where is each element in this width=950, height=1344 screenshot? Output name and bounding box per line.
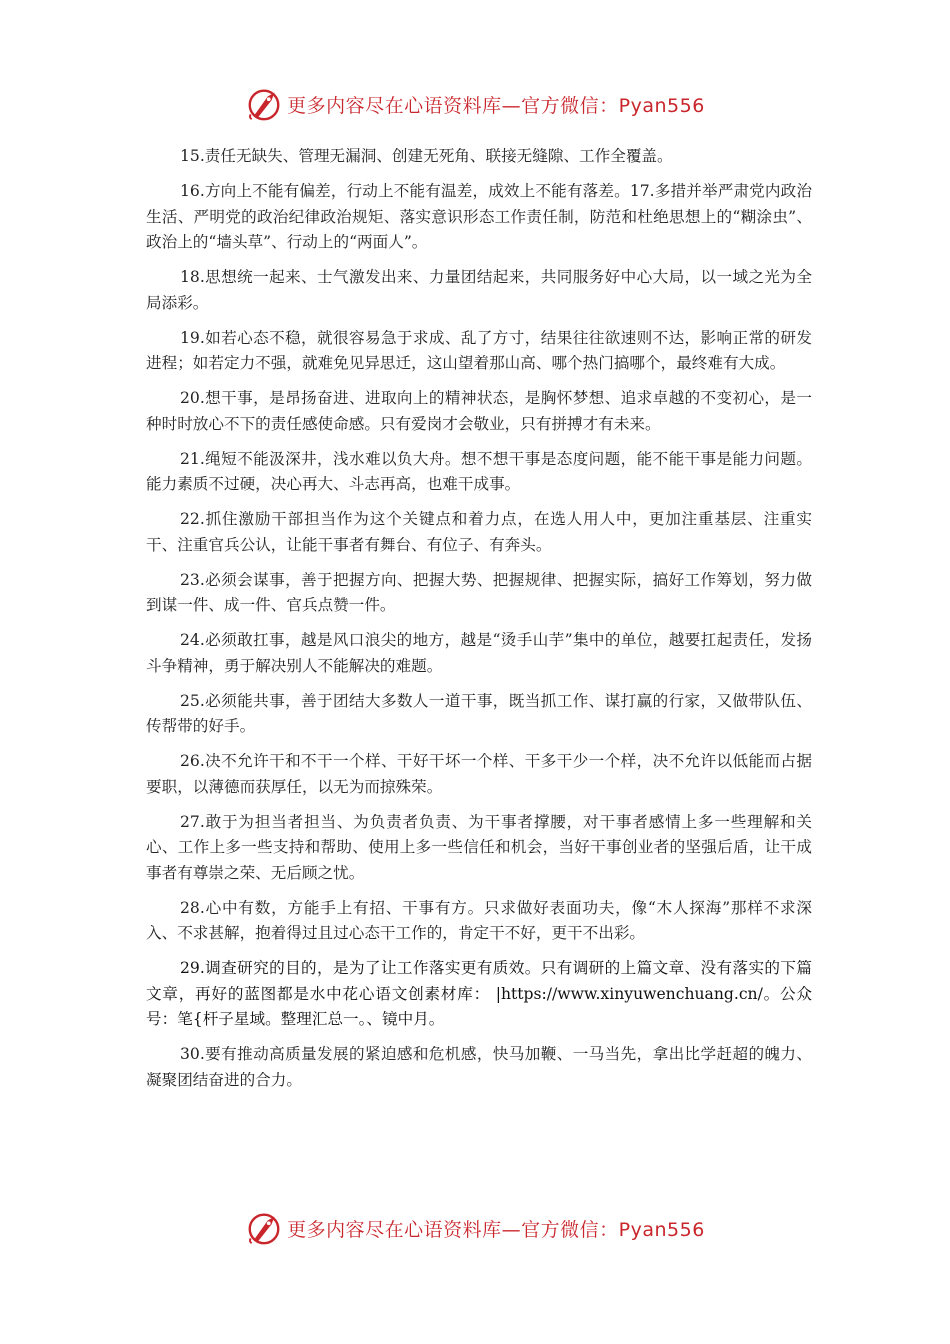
paragraph-22: 22.抓住激励干部担当作为这个关键点和着力点，在选人用人中，更加注重基层、注重实干、注重官兵公认，让能干事者有舞台、有位子、有奔头。 [146, 510, 812, 554]
paragraph-30: 30.要有推动高质量发展的紧迫感和危机感，快马加鞭、一马当先，拿出比学赶超的魄力、凝聚团结奋进的合力。 [146, 1045, 812, 1089]
footer-banner [0, 1206, 950, 1250]
paragraph-18: 18.思想统一起来、士气激发出来、力量团结起来，共同服务好中心大局，以一域之光为全局添彩。 [146, 268, 812, 312]
pen-nib-logo-icon [245, 1209, 283, 1247]
paragraph-15: 15.责任无缺失、管理无漏洞、创建无死角、联接无缝隙、工作全覆盖。 [180, 147, 673, 165]
banner-text: 更多内容尽在心语资料库—官方微信：Pyan556 [287, 94, 705, 117]
paragraph-28: 28.心中有数，方能手上有招、干事有方。只求做好表面功夫，像“木人探海”那样不求深入、不求甚解，抱着得过且过心态干工作的，肯定干不好，更干不出彩。 [146, 898, 812, 942]
paragraph-25: 25.必须能共事，善于团结大多数人一道干事，既当抓工作、谋打赢的行家，又做带队伍、传帮带的好手。 [146, 691, 812, 735]
paragraph-20: 20.想干事，是昂扬奋进、进取向上的精神状态，是胸怀梦想、追求卓越的不变初心，是一种时时放心不下的责任感使命感。只有爱岗才会敬业，只有拼搏才有未来。 [146, 389, 812, 433]
paragraph-21: 21.绳短不能汲深井，浅水难以负大舟。想不想干事是态度问题，能不能干事是能力问题。能力素质不过硬，决心再大、斗志再高，也难干成事。 [146, 449, 812, 493]
pen-nib-logo-icon [245, 85, 283, 123]
header-banner [0, 82, 950, 126]
paragraph-26: 26.决不允许干和不干一个样、干好干坏一个样、干多干少一个样，决不允许以低能而占据要职，以薄德而获厚任，以无为而掠殊荣。 [146, 752, 812, 796]
paragraph-29: 29.调查研究的目的，是为了让工作落实更有质效。只有调研的上篇文章、没有落实的下篇文章，再好的蓝图都是水中花心语文创素材库： |https://www.xinyuwenchuang.cn/。公众号：笔{杆子星域。整理汇总一。、镜中月。 [146, 959, 812, 1028]
paragraph-23: 23.必须会谋事，善于把握方向、把握大势、把握规律、把握实际，搞好工作筹划，努力做到谋一件、成一件、官兵点赞一件。 [146, 570, 812, 614]
paragraph-24: 24.必须敢扛事，越是风口浪尖的地方，越是“烫手山芋”集中的单位，越要扛起责任，发扬斗争精神，勇于解决别人不能解决的难题。 [146, 631, 812, 675]
paragraph-19: 19.如若心态不稳，就很容易急于求成、乱了方寸，结果往往欲速则不达，影响正常的研发进程；如若定力不强，就难免见异思迁，这山望着那山高、哪个热门搞哪个，最终难有大成。 [146, 328, 812, 372]
document-body [146, 144, 812, 1103]
paragraph-16: 16.方向上不能有偏差，行动上不能有温差，成效上不能有落差。17.多措并举严肃党内政治生活、严明党的政治纪律政治规矩、落实意识形态工作责任制，防范和杜绝思想上的“糊涂虫”、政治上的“墙头草”、行动上的“两面人”。 [146, 182, 812, 251]
paragraph-27: 27.敢于为担当者担当、为负责者负责、为干事者撑腰，对干事者感情上多一些理解和关心、工作上多一些支持和帮助、使用上多一些信任和机会，当好干事创业者的坚强后盾，让干成事者有尊崇之荣、无后顾之忧。 [146, 812, 812, 882]
banner-text: 更多内容尽在心语资料库—官方微信：Pyan556 [287, 1218, 705, 1241]
